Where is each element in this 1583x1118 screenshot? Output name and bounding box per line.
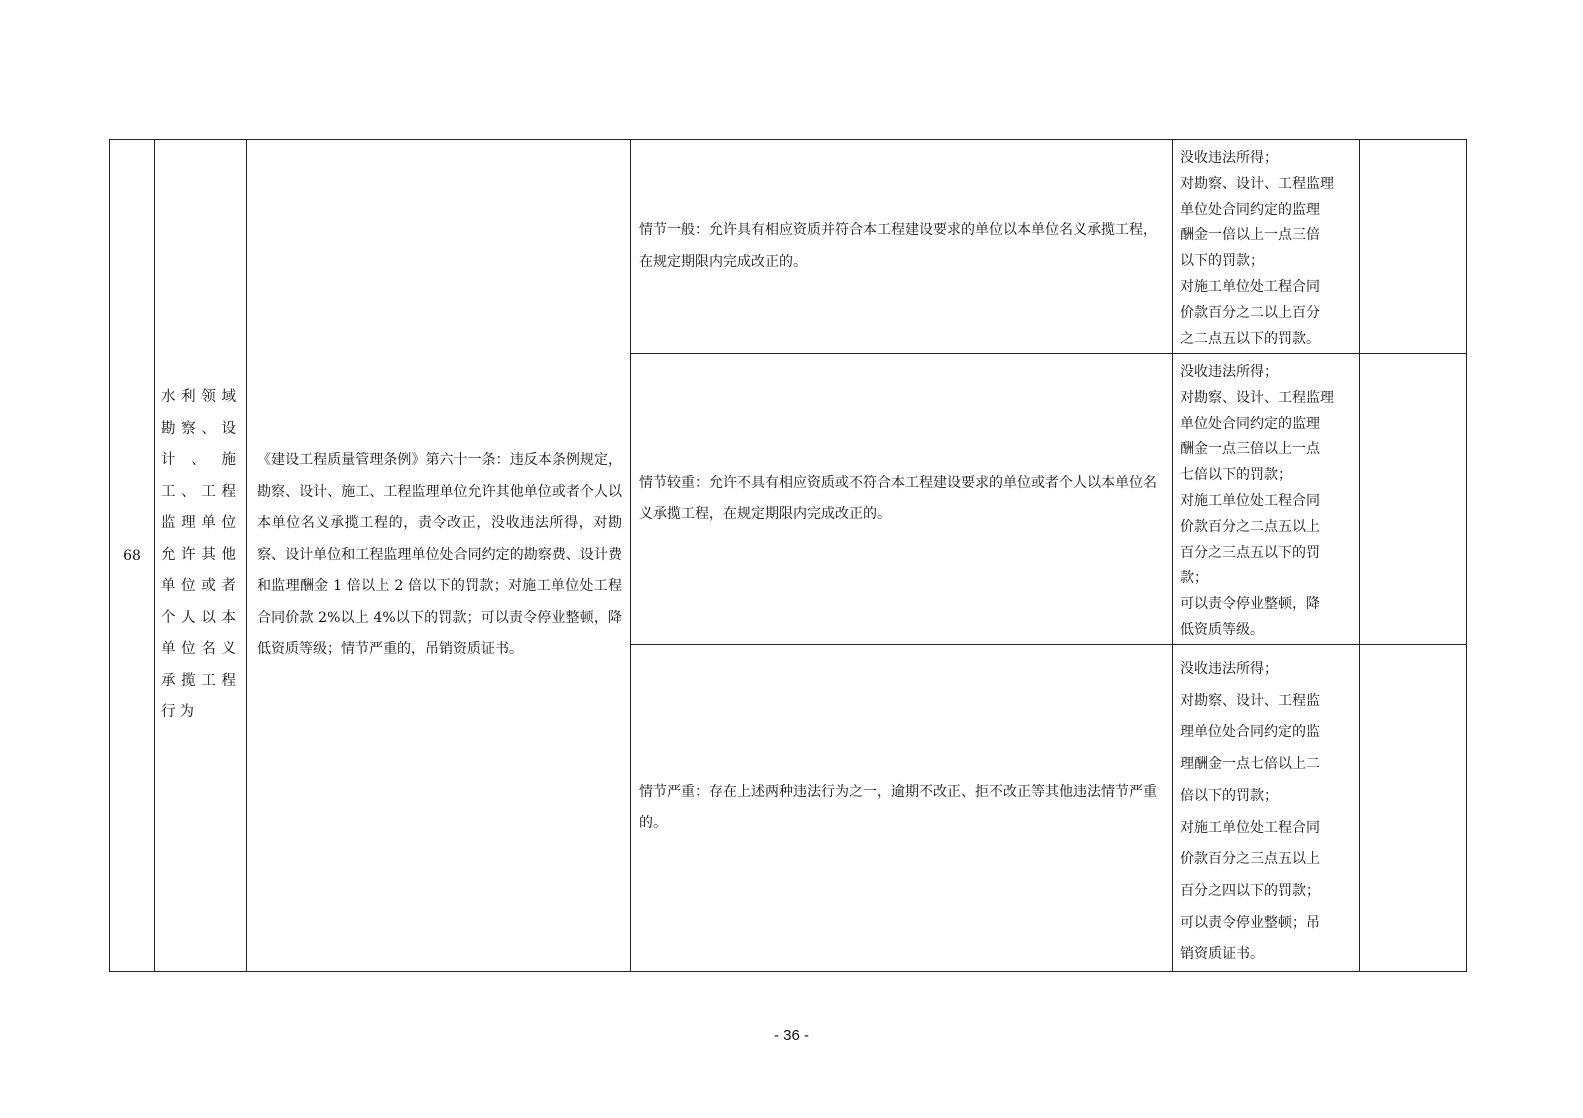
penalty-line: 倍以下的罚款；	[1180, 787, 1278, 804]
penalty-line: 单位处合同约定的监理	[1180, 201, 1320, 218]
penalty-line: 百分之四以下的罚款；	[1180, 882, 1320, 899]
penalty-line: 对施工单位处工程合同	[1180, 492, 1320, 509]
penalty-line: 对施工单位处工程合同	[1180, 278, 1320, 295]
penalty-line: 没收违法所得；	[1180, 150, 1278, 166]
penalty-standard-table	[109, 139, 1467, 972]
penalty-line: 对施工单位处工程合同	[1180, 819, 1320, 836]
penalty-line: 对勘察、设计、工程监理	[1180, 175, 1334, 192]
penalty-line: 价款百分之二点五以上	[1180, 518, 1320, 535]
penalty-line: 对勘察、设计、工程监理	[1180, 389, 1334, 406]
circumstance-severe: 情节严重：存在上述两种违法行为之一，逾期不改正、拒不改正等其他违法情节严重的。	[639, 783, 1157, 832]
penalty-line: 低资质等级。	[1180, 621, 1264, 638]
penalty-line: 可以责令停业整顿；吊	[1180, 914, 1320, 931]
penalty-line: 价款百分之二以上百分	[1180, 304, 1320, 321]
penalty-line: 没收违法所得；	[1180, 661, 1278, 677]
circumstance-serious: 情节较重：允许不具有相应资质或不符合本工程建设要求的单位或者个人以本单位名义承揽工程，在规定期限内完成改正的。	[639, 474, 1157, 522]
penalty-line: 没收违法所得；	[1180, 364, 1278, 380]
penalty-line: 对勘察、设计、工程监	[1180, 692, 1320, 709]
penalty-severe	[1180, 645, 1351, 971]
circumstance-cell	[631, 645, 1173, 972]
row-number-cell	[110, 140, 155, 972]
penalty-line: 七倍以下的罚款；	[1180, 467, 1292, 484]
penalty-line: 理酬金一点七倍以上二	[1180, 756, 1320, 773]
legal-basis: 《建设工程质量管理条例》第六十一条：违反本条例规定，勘察、设计、施工、工程监理单位允许其他单位或者个人以本单位名义承揽工程的，责令改正，没收违法所得，对勘察、设计单位和工程监理单位处合同约定的勘察费、设计费和监理酬金 1 倍以上 2 倍以下的罚款；对施工单位处工程合同价款 2%以上 4%以下的罚款；可以责令停业整顿，降低资质等级；情节严重的，吊销资质证书。	[257, 452, 622, 658]
circumstance-general: 情节一般：允许具有相应资质并符合本工程建设要求的单位以本单位名义承揽工程，在规定期限内完成改正的。	[639, 222, 1157, 270]
penalty-line: 百分之三点五以下的罚	[1180, 544, 1320, 561]
legal-basis-cell	[247, 140, 631, 972]
penalty-line: 销资质证书。	[1180, 946, 1264, 963]
penalty-cell	[1173, 354, 1360, 645]
penalty-line: 价款百分之三点五以上	[1180, 851, 1320, 868]
circumstance-cell	[631, 354, 1173, 645]
penalty-line: 酬金一倍以上一点三倍	[1180, 227, 1320, 244]
remark-cell	[1360, 645, 1467, 972]
penalty-line: 可以责令停业整顿，降	[1180, 596, 1320, 613]
penalty-line: 理单位处合同约定的监	[1180, 724, 1320, 741]
row-number: 68	[123, 547, 141, 564]
penalty-line: 单位处合同约定的监理	[1180, 415, 1320, 432]
remark-cell	[1360, 140, 1467, 354]
item-name: 水利领域勘察、设计、施工、工程监理单位允许其他单位或者个人以本单位名义承揽工程行为	[161, 389, 240, 721]
remark-cell	[1360, 354, 1467, 645]
circumstance-cell	[631, 140, 1173, 354]
penalty-line: 以下的罚款；	[1180, 253, 1264, 270]
page-number: - 36 -	[773, 1027, 809, 1044]
penalty-cell	[1173, 645, 1360, 972]
penalty-cell	[1173, 140, 1360, 354]
item-name-cell	[155, 140, 247, 972]
table-row	[110, 140, 1467, 354]
penalty-line: 之二点五以下的罚款。	[1180, 330, 1320, 347]
penalty-line: 款；	[1180, 570, 1208, 587]
penalty-line: 酬金一点三倍以上一点	[1180, 441, 1320, 458]
penalty-serious	[1180, 354, 1351, 644]
penalty-general	[1180, 140, 1351, 352]
